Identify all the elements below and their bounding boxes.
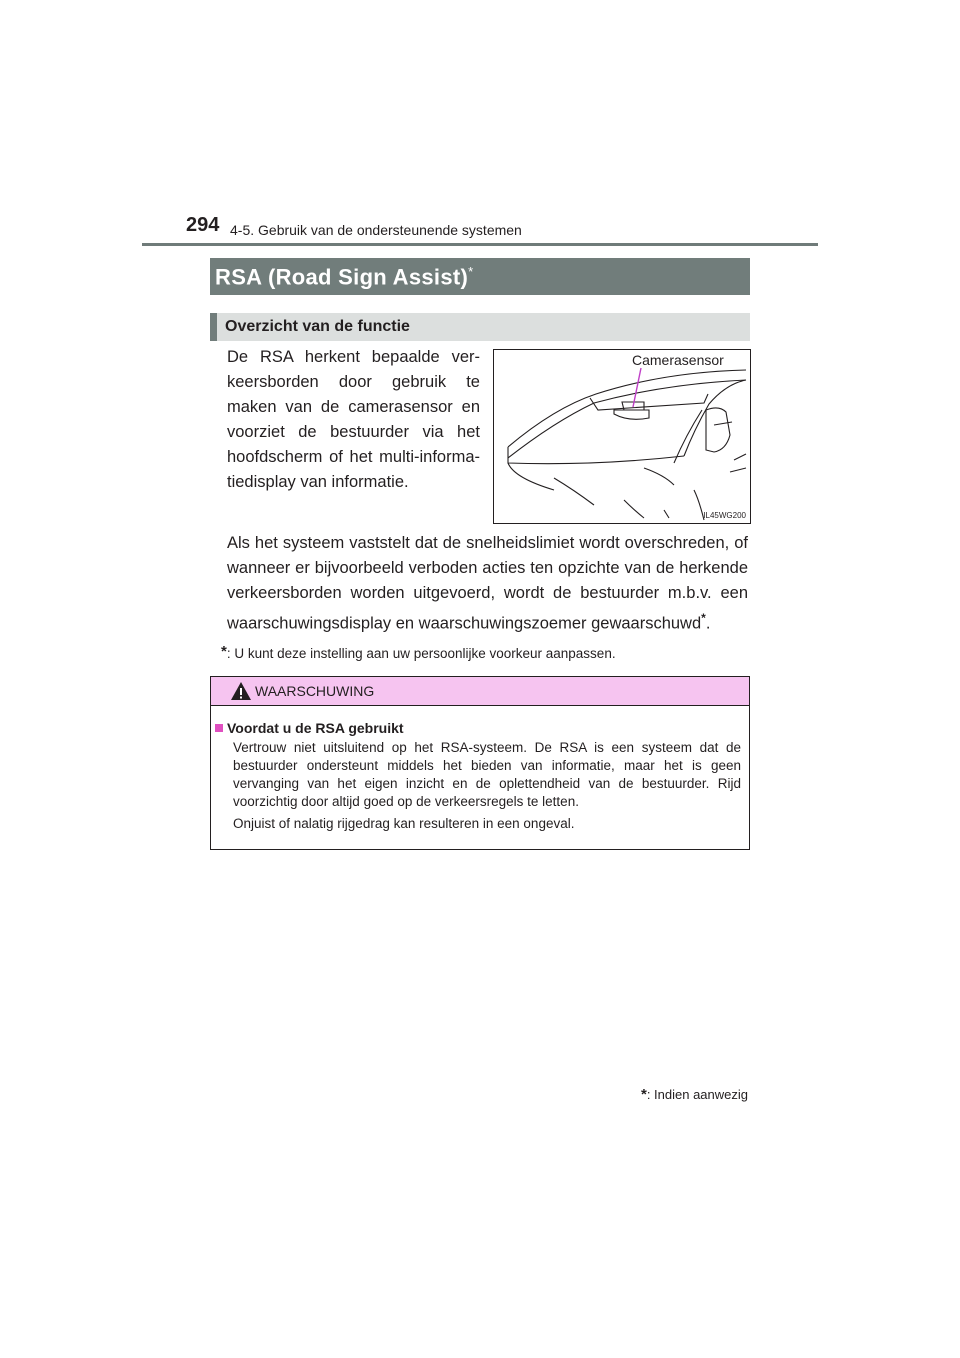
figure-label: Camerasensor (632, 352, 724, 368)
intro-paragraph: De RSA herkent bepaalde verkeersborden door gebruik te maken van de camerasensor en voorziet de bestuurder via het hoofdscherm of het multi-informatiedisplay van informatie. (227, 348, 480, 491)
page-number: 294 (186, 214, 220, 236)
warning-subheading (215, 720, 404, 736)
warning-paragraph-1: Vertrouw niet uitsluitend op het RSA-systeem. De RSA is een systeem dat de bestuurder ondersteunt middels het bieden van informatie, maar het is geen vervanging van het eigen inzicht en de oplettendheid van de bestuurder. Rijd voorzichtig door altijd goed op de verkeersregels te letten. (233, 740, 741, 809)
warning-header (211, 677, 749, 706)
title-asterisk: * (468, 264, 474, 279)
body-text: Als het systeem vaststelt dat de snelheidslimiet wordt overschreden, of wanneer er bijvoorbeeld verboden acties ten opzichte van de herkende verkeersborden worden uitgevoerd, wordt de bestuurder m.b.v. een waarschuwingsdisplay en waarschuwingszoemer gewaarschuwd (227, 534, 748, 633)
body-period: . (705, 614, 711, 633)
availability-text: : Indien aanwezig (646, 1087, 748, 1102)
availability-asterisk: * (640, 1086, 647, 1103)
warning-box (210, 676, 750, 850)
square-bullet-icon (215, 724, 223, 732)
windshield-figure (493, 349, 751, 524)
subheading: Overzicht van de functie (225, 318, 410, 335)
subheading-bar (210, 313, 750, 341)
warning-title: WAARSCHUWING (255, 683, 375, 699)
footnote-text: : U kunt deze instelling aan uw persoonlijke voorkeur aanpassen. (226, 646, 616, 661)
section-title-text: RSA (Road Sign Assist) (215, 264, 469, 290)
section-title-bar (210, 258, 750, 295)
warning-paragraph-2: Onjuist of nalatig rijgedrag kan resulteren in een ongeval. (233, 816, 575, 831)
availability-note (641, 1086, 748, 1103)
section-path: 4-5. Gebruik van de ondersteunende systemen (230, 222, 522, 238)
footnote-asterisk: * (221, 643, 227, 660)
figure-code: IL45WG200 (703, 511, 746, 520)
body-paragraph (227, 531, 748, 637)
subheading-accent (210, 313, 217, 341)
footnote (221, 643, 616, 661)
leader-line (633, 368, 641, 407)
body-asterisk: * (701, 611, 706, 625)
windshield-illustration (494, 350, 750, 523)
header-divider (142, 243, 818, 246)
section-title (215, 264, 473, 290)
warning-triangle-icon (230, 681, 252, 701)
warning-subtitle-text: Voordat u de RSA gebruikt (227, 720, 404, 736)
